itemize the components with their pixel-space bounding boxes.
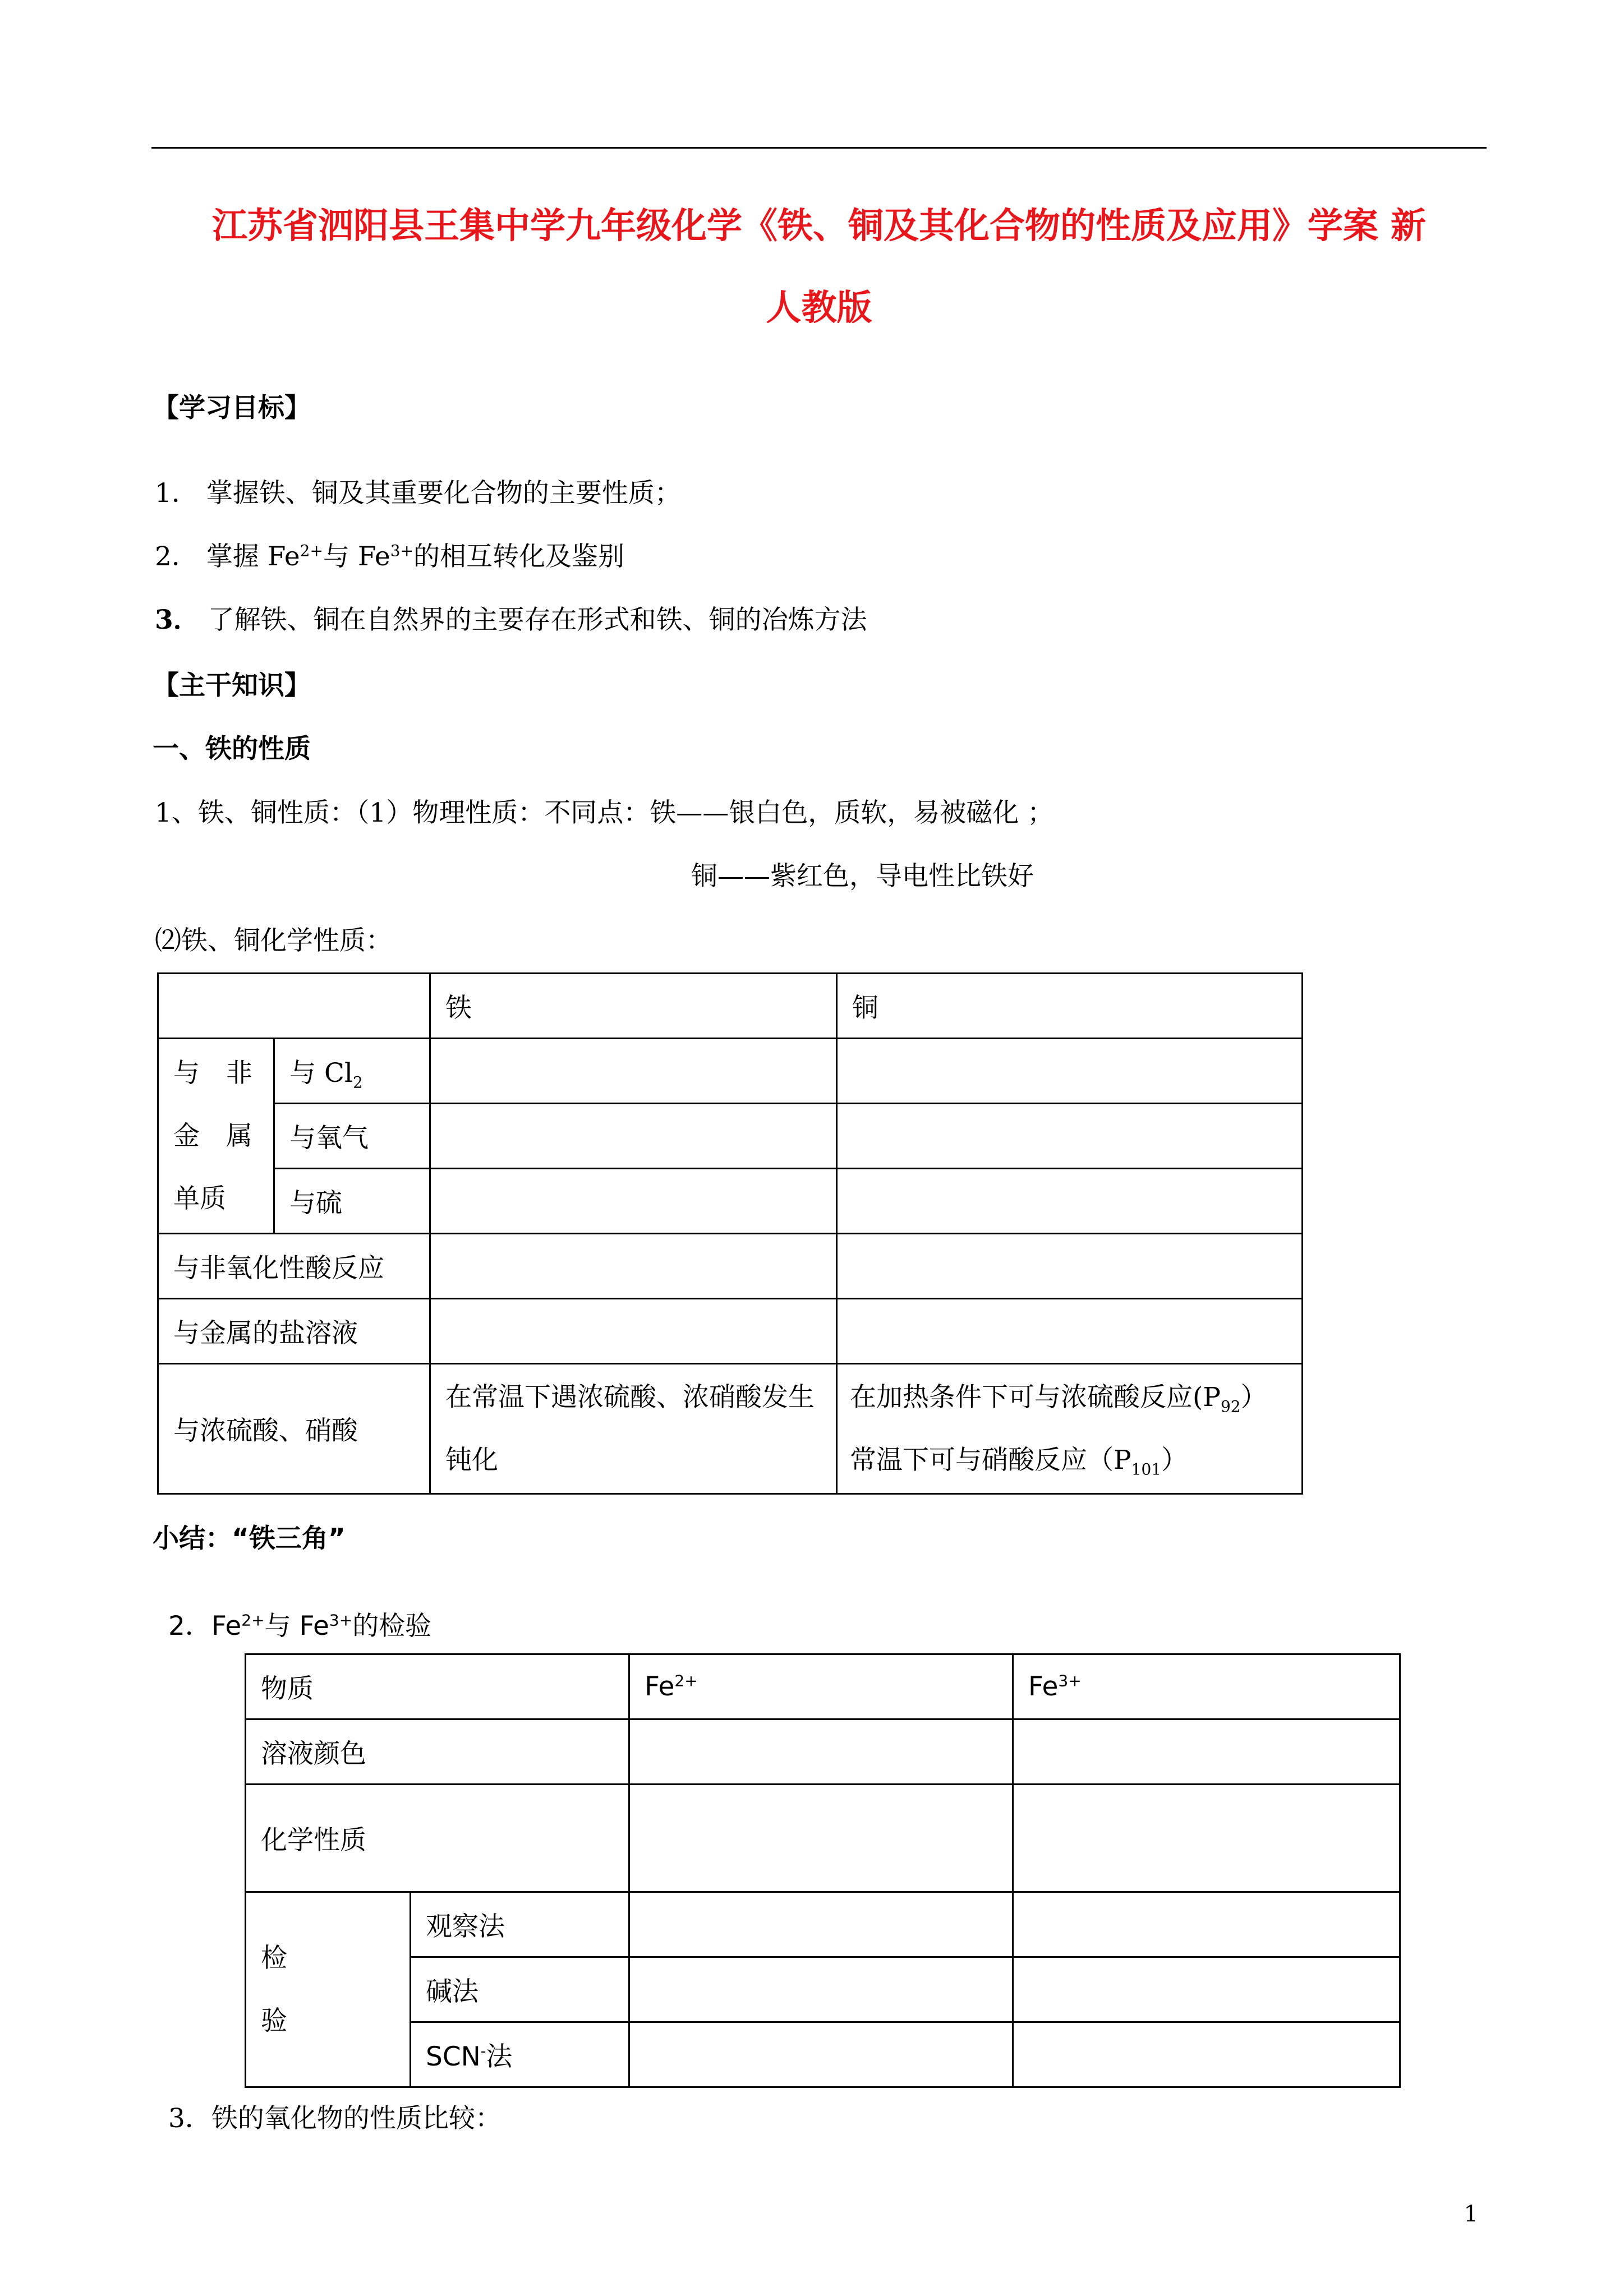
page-number: 1 bbox=[1464, 2201, 1478, 2227]
document-title-line2: 人教版 bbox=[766, 287, 872, 328]
table1-header-copper: 铜 bbox=[837, 974, 1303, 1039]
table1-row-concentrated-acid: 与浓硫酸、硝酸 bbox=[158, 1364, 430, 1494]
table1-cell bbox=[837, 1169, 1303, 1234]
table2-test-group-label: 检 验 bbox=[246, 1892, 411, 2087]
table2-cell bbox=[629, 2022, 1013, 2087]
objectives-heading: 【学习目标】 bbox=[153, 393, 311, 423]
table2-cell bbox=[1013, 1892, 1400, 1957]
objective-item-2: 2． 掌握 $Fe^{2+}$与 $Fe^{3+}$的相互转化及鉴别 bbox=[155, 541, 624, 572]
table2-cell bbox=[629, 1892, 1013, 1957]
table1-cell bbox=[430, 1299, 837, 1364]
table1-header-iron: 铁 bbox=[430, 974, 837, 1039]
header-rule bbox=[151, 147, 1487, 149]
table2-header-fe3: $Fe^{3+}$ bbox=[1013, 1654, 1400, 1719]
table1-cell bbox=[837, 1104, 1303, 1169]
table2-cell bbox=[629, 1957, 1013, 2022]
table1-cell bbox=[837, 1234, 1303, 1299]
table2-header-substance: 物质 bbox=[246, 1654, 629, 1719]
table2-row-solution-color: 溶液颜色 bbox=[246, 1719, 629, 1785]
section-iron-properties: 一、铁的性质 bbox=[153, 734, 311, 764]
table1-row-metal-salt: 与金属的盐溶液 bbox=[158, 1299, 430, 1364]
summary-iron-triangle: 小结：“铁三角” bbox=[153, 1523, 346, 1554]
table1-cell bbox=[430, 1104, 837, 1169]
table1-nonmetal-group-label: 与 非 金 属 单质 bbox=[158, 1039, 274, 1234]
table1-iron-passivation: 在常温下遇浓硫酸、浓硝酸发生钝化 bbox=[430, 1364, 837, 1494]
table1-row-sulfur: 与硫 bbox=[274, 1169, 430, 1234]
table2-cell bbox=[629, 1719, 1013, 1785]
table2-method-alkali: 碱法 bbox=[411, 1957, 629, 2022]
table2-row-chemical-properties: 化学性质 bbox=[246, 1785, 629, 1892]
table2-cell bbox=[629, 1785, 1013, 1892]
table1-cell bbox=[837, 1299, 1303, 1364]
main-knowledge-heading: 【主干知识】 bbox=[153, 670, 311, 701]
table2-cell bbox=[1013, 1957, 1400, 2022]
physical-properties-line1: 1、铁、铜性质：（1）物理性质：不同点：铁——银白色，质软，易被磁化 ； bbox=[155, 797, 1054, 828]
table2-cell bbox=[1013, 1785, 1400, 1892]
table2-method-scn: SCN-法 bbox=[411, 2022, 629, 2087]
table1-copper-acid-reaction: 在加热条件下可与浓硫酸反应$(P_{92})$ 常温下可与硝酸反应$(P_{101})$ bbox=[837, 1364, 1303, 1494]
chemical-properties-heading: ⑵铁、铜化学性质： bbox=[155, 925, 392, 956]
table1-row-chlorine: 与 $Cl_2$ bbox=[274, 1039, 430, 1104]
iron-copper-chemistry-table bbox=[157, 972, 1303, 1495]
document-title-line1: 江苏省泗阳县王集中学九年级化学《铁、铜及其化合物的性质及应用》学案 新 bbox=[212, 205, 1426, 246]
table1-row-oxygen: 与氧气 bbox=[274, 1104, 430, 1169]
objective-item-1: 1． 掌握铁、铜及其重要化合物的主要性质； bbox=[155, 478, 681, 509]
objective-item-3: 3． 了解铁、铜在自然界的主要存在形式和铁、铜的冶炼方法 bbox=[155, 605, 867, 635]
section-iron-oxides: 3．铁的氧化物的性质比较： bbox=[168, 2103, 502, 2134]
table1-corner-cell bbox=[158, 974, 430, 1039]
table2-cell bbox=[1013, 2022, 1400, 2087]
table2-method-observation: 观察法 bbox=[411, 1892, 629, 1957]
table1-cell bbox=[430, 1234, 837, 1299]
fe-ion-test-table bbox=[245, 1653, 1401, 2088]
table1-cell bbox=[430, 1169, 837, 1234]
table1-cell bbox=[430, 1039, 837, 1104]
table2-header-fe2: $Fe^{2+}$ bbox=[629, 1654, 1013, 1719]
table1-cell bbox=[837, 1039, 1303, 1104]
section-fe-ion-test: 2．$Fe^{2+}$与 $Fe^{3+}$的检验 bbox=[168, 1611, 432, 1642]
table1-row-nonoxidizing-acid: 与非氧化性酸反应 bbox=[158, 1234, 430, 1299]
physical-properties-line2: 铜——紫红色，导电性比铁好 bbox=[691, 861, 1034, 892]
table2-cell bbox=[1013, 1719, 1400, 1785]
